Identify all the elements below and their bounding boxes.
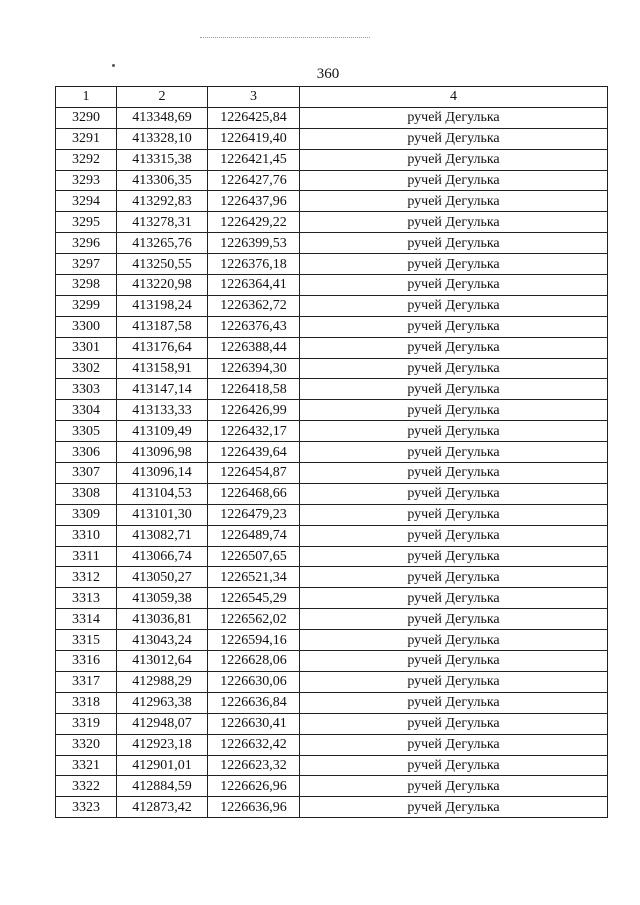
x-coordinate-cell: 413109,49: [117, 421, 208, 442]
table-row: [56, 128, 608, 149]
table-row: [56, 483, 608, 504]
object-name-cell: ручей Дегулька: [300, 504, 608, 525]
x-coordinate-cell: 413278,31: [117, 212, 208, 233]
point-number-cell: 3300: [56, 316, 117, 337]
table-row: [56, 358, 608, 379]
table-row: [56, 107, 608, 128]
point-number-cell: 3311: [56, 546, 117, 567]
point-number-cell: 3318: [56, 692, 117, 713]
scan-artifact-dot: [112, 64, 115, 67]
x-coordinate-cell: 413250,55: [117, 254, 208, 275]
y-coordinate-cell: 1226630,06: [208, 671, 300, 692]
y-coordinate-cell: 1226628,06: [208, 651, 300, 672]
point-number-cell: 3297: [56, 254, 117, 275]
object-name-cell: ручей Дегулька: [300, 275, 608, 296]
y-coordinate-cell: 1226388,44: [208, 337, 300, 358]
y-coordinate-cell: 1226636,84: [208, 692, 300, 713]
point-number-cell: 3306: [56, 442, 117, 463]
object-name-cell: ручей Дегулька: [300, 316, 608, 337]
table-row: [56, 379, 608, 400]
x-coordinate-cell: 412963,38: [117, 692, 208, 713]
point-number-cell: 3304: [56, 400, 117, 421]
table-row: [56, 776, 608, 797]
point-number-cell: 3292: [56, 149, 117, 170]
table-row: [56, 463, 608, 484]
x-coordinate-cell: 413265,76: [117, 233, 208, 254]
table-row: [56, 630, 608, 651]
x-coordinate-cell: 413050,27: [117, 567, 208, 588]
object-name-cell: ручей Дегулька: [300, 651, 608, 672]
y-coordinate-cell: 1226489,74: [208, 525, 300, 546]
column-header-1: 1: [56, 87, 117, 108]
table-row: [56, 546, 608, 567]
point-number-cell: 3301: [56, 337, 117, 358]
x-coordinate-cell: 413176,64: [117, 337, 208, 358]
point-number-cell: 3316: [56, 651, 117, 672]
x-coordinate-cell: 413306,35: [117, 170, 208, 191]
object-name-cell: ручей Дегулька: [300, 400, 608, 421]
x-coordinate-cell: 413220,98: [117, 275, 208, 296]
table-row: [56, 525, 608, 546]
table-row: [56, 212, 608, 233]
table-row: [56, 671, 608, 692]
object-name-cell: ручей Дегулька: [300, 609, 608, 630]
y-coordinate-cell: 1226362,72: [208, 295, 300, 316]
x-coordinate-cell: 413059,38: [117, 588, 208, 609]
point-number-cell: 3314: [56, 609, 117, 630]
y-coordinate-cell: 1226425,84: [208, 107, 300, 128]
x-coordinate-cell: 413147,14: [117, 379, 208, 400]
object-name-cell: ручей Дегулька: [300, 525, 608, 546]
object-name-cell: ручей Дегулька: [300, 463, 608, 484]
x-coordinate-cell: 413133,33: [117, 400, 208, 421]
y-coordinate-cell: 1226427,76: [208, 170, 300, 191]
y-coordinate-cell: 1226623,32: [208, 755, 300, 776]
object-name-cell: ручей Дегулька: [300, 107, 608, 128]
table-row: [56, 734, 608, 755]
point-number-cell: 3321: [56, 755, 117, 776]
point-number-cell: 3319: [56, 713, 117, 734]
object-name-cell: ручей Дегулька: [300, 295, 608, 316]
point-number-cell: 3308: [56, 483, 117, 504]
x-coordinate-cell: 413104,53: [117, 483, 208, 504]
coordinates-table: [55, 86, 608, 818]
x-coordinate-cell: 413328,10: [117, 128, 208, 149]
x-coordinate-cell: 413101,30: [117, 504, 208, 525]
table-row: [56, 567, 608, 588]
x-coordinate-cell: 413187,58: [117, 316, 208, 337]
object-name-cell: ручей Дегулька: [300, 379, 608, 400]
table-row: [56, 316, 608, 337]
point-number-cell: 3322: [56, 776, 117, 797]
y-coordinate-cell: 1226418,58: [208, 379, 300, 400]
scan-artifact-line: [200, 37, 370, 38]
object-name-cell: ручей Дегулька: [300, 128, 608, 149]
x-coordinate-cell: 412988,29: [117, 671, 208, 692]
y-coordinate-cell: 1226421,45: [208, 149, 300, 170]
object-name-cell: ручей Дегулька: [300, 483, 608, 504]
table-row: [56, 797, 608, 818]
object-name-cell: ручей Дегулька: [300, 233, 608, 254]
x-coordinate-cell: 413315,38: [117, 149, 208, 170]
x-coordinate-cell: 412923,18: [117, 734, 208, 755]
point-number-cell: 3315: [56, 630, 117, 651]
object-name-cell: ручей Дегулька: [300, 797, 608, 818]
object-name-cell: ручей Дегулька: [300, 671, 608, 692]
object-name-cell: ручей Дегулька: [300, 442, 608, 463]
point-number-cell: 3293: [56, 170, 117, 191]
point-number-cell: 3299: [56, 295, 117, 316]
y-coordinate-cell: 1226426,99: [208, 400, 300, 421]
point-number-cell: 3312: [56, 567, 117, 588]
column-header-2: 2: [117, 87, 208, 108]
table-row: [56, 609, 608, 630]
y-coordinate-cell: 1226479,23: [208, 504, 300, 525]
x-coordinate-cell: 412901,01: [117, 755, 208, 776]
object-name-cell: ручей Дегулька: [300, 358, 608, 379]
point-number-cell: 3309: [56, 504, 117, 525]
object-name-cell: ручей Дегулька: [300, 776, 608, 797]
point-number-cell: 3310: [56, 525, 117, 546]
object-name-cell: ручей Дегулька: [300, 149, 608, 170]
object-name-cell: ручей Дегулька: [300, 755, 608, 776]
table-row: [56, 400, 608, 421]
point-number-cell: 3303: [56, 379, 117, 400]
y-coordinate-cell: 1226632,42: [208, 734, 300, 755]
object-name-cell: ручей Дегулька: [300, 421, 608, 442]
table-row: [56, 651, 608, 672]
table-row: [56, 692, 608, 713]
x-coordinate-cell: 413012,64: [117, 651, 208, 672]
object-name-cell: ручей Дегулька: [300, 254, 608, 275]
table-row: [56, 713, 608, 734]
table-row: [56, 275, 608, 296]
x-coordinate-cell: 413158,91: [117, 358, 208, 379]
y-coordinate-cell: 1226594,16: [208, 630, 300, 651]
table-row: [56, 233, 608, 254]
x-coordinate-cell: 413036,81: [117, 609, 208, 630]
y-coordinate-cell: 1226468,66: [208, 483, 300, 504]
point-number-cell: 3320: [56, 734, 117, 755]
y-coordinate-cell: 1226376,18: [208, 254, 300, 275]
x-coordinate-cell: 412884,59: [117, 776, 208, 797]
table-body: [56, 107, 608, 817]
y-coordinate-cell: 1226432,17: [208, 421, 300, 442]
object-name-cell: ручей Дегулька: [300, 546, 608, 567]
y-coordinate-cell: 1226636,96: [208, 797, 300, 818]
point-number-cell: 3294: [56, 191, 117, 212]
table-row: [56, 295, 608, 316]
x-coordinate-cell: 412873,42: [117, 797, 208, 818]
object-name-cell: ручей Дегулька: [300, 212, 608, 233]
x-coordinate-cell: 413292,83: [117, 191, 208, 212]
table-row: [56, 191, 608, 212]
y-coordinate-cell: 1226437,96: [208, 191, 300, 212]
y-coordinate-cell: 1226429,22: [208, 212, 300, 233]
point-number-cell: 3305: [56, 421, 117, 442]
table-row: [56, 149, 608, 170]
y-coordinate-cell: 1226419,40: [208, 128, 300, 149]
object-name-cell: ручей Дегулька: [300, 630, 608, 651]
x-coordinate-cell: 412948,07: [117, 713, 208, 734]
y-coordinate-cell: 1226626,96: [208, 776, 300, 797]
point-number-cell: 3323: [56, 797, 117, 818]
table-row: [56, 254, 608, 275]
object-name-cell: ручей Дегулька: [300, 588, 608, 609]
y-coordinate-cell: 1226507,65: [208, 546, 300, 567]
table-row: [56, 337, 608, 358]
x-coordinate-cell: 413198,24: [117, 295, 208, 316]
column-header-3: 3: [208, 87, 300, 108]
point-number-cell: 3302: [56, 358, 117, 379]
table-row: [56, 755, 608, 776]
table-row: [56, 442, 608, 463]
y-coordinate-cell: 1226394,30: [208, 358, 300, 379]
object-name-cell: ручей Дегулька: [300, 170, 608, 191]
object-name-cell: ручей Дегулька: [300, 692, 608, 713]
point-number-cell: 3317: [56, 671, 117, 692]
y-coordinate-cell: 1226545,29: [208, 588, 300, 609]
point-number-cell: 3290: [56, 107, 117, 128]
y-coordinate-cell: 1226439,64: [208, 442, 300, 463]
y-coordinate-cell: 1226376,43: [208, 316, 300, 337]
object-name-cell: ручей Дегулька: [300, 337, 608, 358]
x-coordinate-cell: 413348,69: [117, 107, 208, 128]
point-number-cell: 3295: [56, 212, 117, 233]
table-row: [56, 588, 608, 609]
column-header-4: 4: [300, 87, 608, 108]
table-row: [56, 421, 608, 442]
table-row: [56, 170, 608, 191]
page-number: 360: [316, 66, 340, 82]
x-coordinate-cell: 413096,14: [117, 463, 208, 484]
x-coordinate-cell: 413043,24: [117, 630, 208, 651]
y-coordinate-cell: 1226454,87: [208, 463, 300, 484]
object-name-cell: ручей Дегулька: [300, 191, 608, 212]
y-coordinate-cell: 1226562,02: [208, 609, 300, 630]
point-number-cell: 3313: [56, 588, 117, 609]
point-number-cell: 3298: [56, 275, 117, 296]
object-name-cell: ручей Дегулька: [300, 567, 608, 588]
y-coordinate-cell: 1226521,34: [208, 567, 300, 588]
y-coordinate-cell: 1226630,41: [208, 713, 300, 734]
x-coordinate-cell: 413066,74: [117, 546, 208, 567]
y-coordinate-cell: 1226399,53: [208, 233, 300, 254]
point-number-cell: 3296: [56, 233, 117, 254]
table-header-row: [56, 87, 608, 108]
object-name-cell: ручей Дегулька: [300, 734, 608, 755]
x-coordinate-cell: 413096,98: [117, 442, 208, 463]
point-number-cell: 3291: [56, 128, 117, 149]
x-coordinate-cell: 413082,71: [117, 525, 208, 546]
point-number-cell: 3307: [56, 463, 117, 484]
object-name-cell: ручей Дегулька: [300, 713, 608, 734]
y-coordinate-cell: 1226364,41: [208, 275, 300, 296]
table-row: [56, 504, 608, 525]
